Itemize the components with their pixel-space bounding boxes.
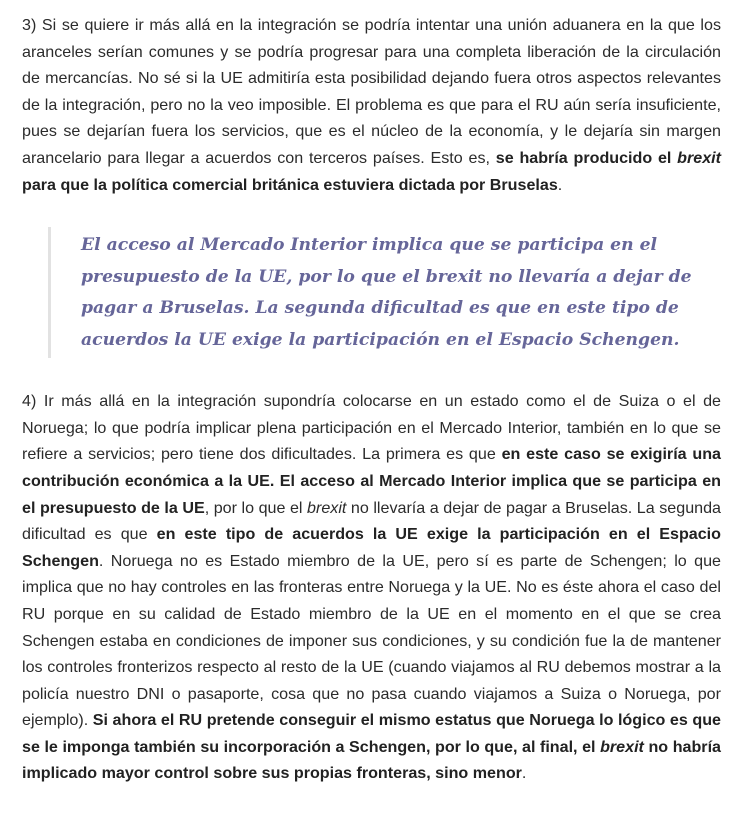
bold-text: [22, 711, 721, 782]
bold-text: en este tipo de acuerdos la UE exige la participación en el Espacio Schengen: [22, 525, 721, 570]
bold-text-part: Si ahora el RU pretende conseguir el mismo estatus que Noruega lo lógico es que se le imponga también su incorporación a Schengen, por lo que, al final, el: [22, 711, 721, 756]
paragraph-point-4: [22, 388, 721, 787]
italic-term-brexit: brexit: [307, 498, 347, 517]
bold-text: en este caso se exigiría una contribución económica a la UE. El acceso al Mercado Interior implica que se participa en el presupuesto de la UE: [22, 445, 722, 517]
bold-text-part: para que la política comercial británica estuviera dictada por Bruselas: [22, 175, 558, 194]
paragraph-point-3: [22, 12, 721, 198]
italic-term-brexit: brexit: [677, 148, 721, 167]
bold-text-part: no habría implicado mayor control sobre sus propias fronteras, sino menor: [22, 737, 721, 783]
paragraph-end: .: [521, 764, 527, 783]
paragraph-text: no llevaría a dejar de pagar a Bruselas. La segunda dificultad es que: [22, 498, 721, 544]
paragraph-text: , por lo que el: [204, 498, 308, 517]
italic-term-brexit: brexit: [600, 737, 644, 756]
paragraph-text: 4) Ir más allá en la integración supondría colocarse en un estado como el de Suiza o el de Noruega; lo que podría implicar plena participación en el Mercado Interior, también en lo que se refiere a servicios; pero tiene dos dificultades. La primera es que: [22, 392, 721, 464]
paragraph-text: 3) Si se quiere ir más allá en la integración se podría intentar una unión aduanera en la que los aranceles serían comunes y se podría progresar para una completa liberación de la circulación de mercancías. No sé si la UE admitiría esta posibilidad dejando fuera otros aspectos relevantes de la integración, pero no la veo imposible. El problema es que para el RU aún sería insuficiente, pues se dejarían fuera los servicios, que es el núcleo de la economía, y le dejaría sin margen arancelario para llegar a acuerdos con terceros países. Esto es,: [22, 16, 721, 167]
article-body: [22, 12, 721, 787]
bold-text-part: se habría producido el: [495, 148, 678, 167]
paragraph-text: . Noruega no es Estado miembro de la UE, pero sí es parte de Schengen; lo que implica que no hay controles en las fronteras entre Noruega y la UE. No es éste ahora el caso del RU porque en su calidad de Estado miembro de la UE en el momento en el que se crea Schengen estaba en condiciones de imponer sus condiciones, y su condición fue la de mantener los controles fronterizos respecto al resto de la UE (cuando viajamos al RU debemos mostrar a la policía nuestro DNI o pasaporte, cosa que no pasa cuando viajamos a Suiza o Noruega, por ejemplo).: [22, 551, 721, 730]
pull-quote: [48, 227, 724, 358]
pull-quote-text: El acceso al Mercado Interior implica que se participa en el presupuesto de la UE, por lo que el brexit no llevaría a dejar de pagar a Bruselas. La segunda dificultad es que en este tipo de acuerdos la UE exige la participación en el Espacio Schengen.: [81, 235, 692, 350]
paragraph-end: .: [557, 175, 563, 194]
